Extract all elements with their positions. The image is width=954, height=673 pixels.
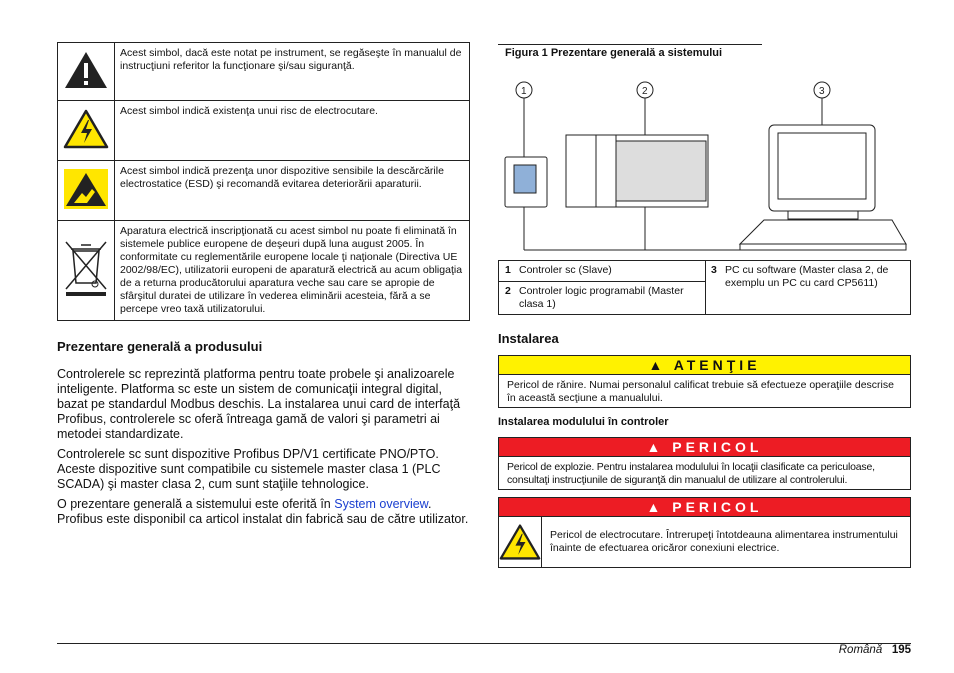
symbol-description: Acest simbol indică prezenţa unor dispozitive sensibile la descărcările electrostatice (ESD) şi recomandă evitarea deteriorării aparaturii. <box>115 161 470 221</box>
warning-triangle-icon <box>58 43 115 101</box>
svg-text:3: 3 <box>819 86 825 97</box>
caution-text: Pericol de rănire. Numai personalul calificat trebuie să efectueze operaţiile descrise în această secţiune a manualului. <box>507 379 894 404</box>
electric-shock-icon <box>58 101 115 161</box>
install-heading: Instalarea <box>498 331 559 346</box>
system-overview-link[interactable]: System overview <box>334 497 429 511</box>
danger-box <box>498 497 911 568</box>
electric-shock-icon <box>499 517 542 567</box>
subheading: Instalarea modulului în controler <box>498 416 669 428</box>
legend-item: 2 Controler logic programabil (Master clasa 1) <box>505 285 684 310</box>
figure-caption: Figura 1 Prezentare generală a sistemului <box>505 47 723 59</box>
danger-box <box>498 437 911 490</box>
caution-box <box>498 355 911 408</box>
esd-icon <box>58 161 115 221</box>
paragraph <box>57 497 470 527</box>
overview-section <box>57 339 470 532</box>
warning-icon: ▲ <box>646 499 665 515</box>
page-number: 195 <box>891 644 911 656</box>
caution-header: ▲ ATENŢIE <box>499 356 910 375</box>
system-diagram <box>498 75 911 257</box>
danger-text: Pericol de explozie. Pentru instalarea modulului în locaţii clasificate ca periculoase, consultaţi instrucţiunile de siguranţă din manualul de utilizare al controlerului. <box>507 461 875 486</box>
danger-header: ▲ PERICOL <box>499 498 910 517</box>
danger-header: ▲ PERICOL <box>499 438 910 457</box>
paragraph: Controlerele sc reprezintă platforma pentru toate probele şi analizoarele inteligente. Platforma sc este un sistem de comunicaţii integral digital, bazat pe standardul Modbus deschis. La instalarea unui card de interfaţă Profibus, controlerele sc oferă întreaga gamă de valori şi parametri ai metodei standardizate. <box>57 367 461 441</box>
symbol-description: Aparatura electrică inscripţionată cu acest simbol nu poate fi eliminată în sistemele publice europene de deşeuri după luna august 2005. În conformitate cu reglementările europene locale ţi naţionale (Directiva UE 2002/98/EC), utilizatorii europeni de aparatură electrică au acum obligaţia de a returna producătorului aparatura veche sau care se apropie de sfârşitul duratei de utilizare în vederea eliminării acesteia, fără a se percepe vreo taxă utilizatorului. <box>115 221 470 321</box>
warning-icon: ▲ <box>648 357 667 373</box>
paragraph: Controlerele sc sunt dispozitive Profibus DP/V1 certificate PNO/PTO. Aceste dispozitive sunt compatibile cu sistemele master clasa 1 (PLC SCADA) şi master clasa 2, cum sunt staţiile tehnologice. <box>57 447 441 491</box>
text: . Profibus este disponibil ca articol instalat din fabrică sau de către utilizator. <box>57 497 469 526</box>
svg-text:1: 1 <box>521 86 527 97</box>
symbol-description: Acest simbol, dacă este notat pe instrument, se regăseşte în manualul de instrucţiuni referitor la funcţionare şi/sau siguranţă. <box>115 43 470 101</box>
weee-bin-icon <box>58 221 115 321</box>
svg-text:2: 2 <box>642 86 648 97</box>
symbol-description: Acest simbol indică existenţa unui risc de electrocutare. <box>115 101 470 161</box>
footer <box>839 644 911 656</box>
legend-item: 1 Controler sc (Slave) <box>505 264 612 276</box>
symbols-table <box>57 42 470 321</box>
footer-language: Română <box>838 644 883 656</box>
text: O prezentare generală a sistemului este oferită în <box>57 497 335 511</box>
danger-text: Pericol de electrocutare. Întrerupeţi întotdeauna alimentarea instrumentului înainte de efectuarea oricăror conexiuni electrice. <box>550 529 898 554</box>
section-heading: Prezentare generală a produsului <box>57 339 263 354</box>
warning-icon: ▲ <box>646 439 665 455</box>
legend-item: 3 PC cu software (Master clasa 2, de exemplu un PC cu card CP5611) <box>711 264 889 289</box>
figure-legend <box>498 260 911 315</box>
